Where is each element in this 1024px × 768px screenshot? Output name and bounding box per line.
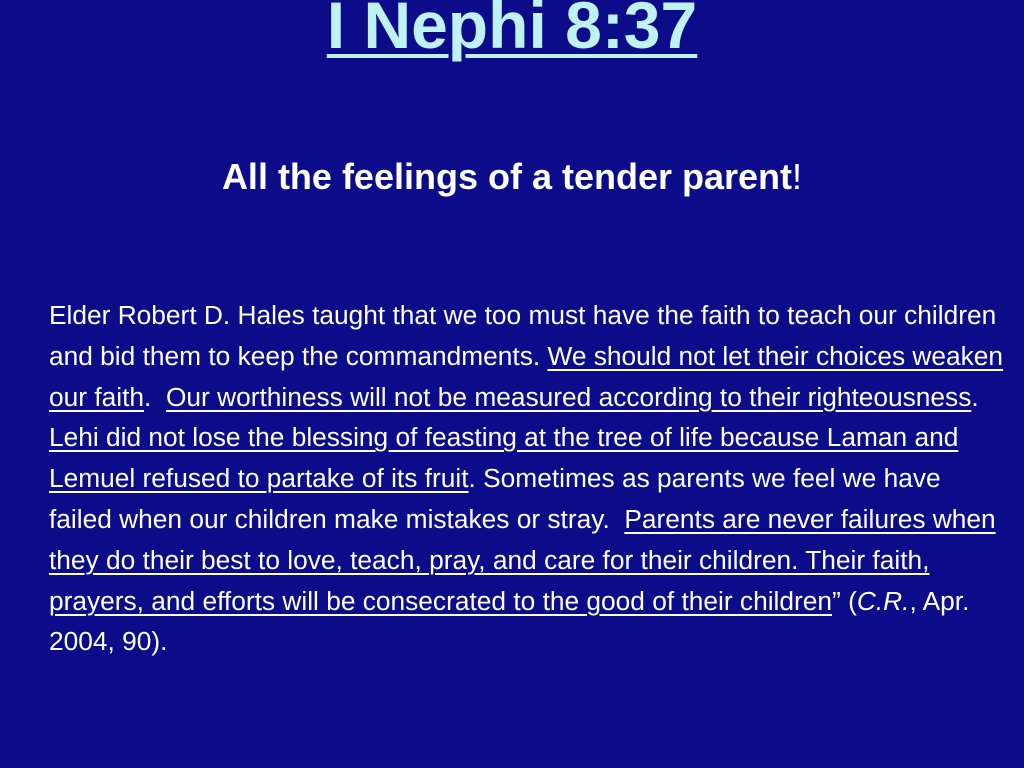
citation-title: C.R. [856, 585, 910, 616]
quote-separator-1: . [144, 381, 152, 412]
quote-underlined-2: Our worthiness will not be measured according to their righteousness [165, 381, 972, 412]
quote-underlined-1: We should not let their choices weaken our faith [49, 340, 1004, 412]
quote-close: ” ( [832, 585, 857, 616]
quote-intro: Elder Robert D. Hales taught that we too must have the faith to teach our children and bid them to keep the commandments. [49, 300, 997, 371]
quote-middle: . Sometimes as parents we feel we have failed when our children make mistakes or stray. [49, 463, 941, 534]
quote-underlined-3: Lehi did not lose the blessing of feasting at the tree of life because Laman and Lemuel refused to partake of its fruit [49, 422, 959, 494]
slide-subtitle [0, 155, 1024, 198]
subtitle-text: All the feelings of a tender parent [221, 156, 793, 197]
quote-separator-2: . [971, 381, 979, 412]
slide-title: I Nephi 8:37 [326, 0, 698, 62]
quote-paragraph [49, 295, 1007, 662]
quote-underlined-4: Parents are never failures when they do their best to love, teach, pray, and care for their children. Their faith, prayers, and efforts will be consecrated to the good of their children [49, 503, 996, 616]
citation-details: , Apr. 2004, 90). [49, 585, 970, 657]
subtitle-exclamation: ! [792, 156, 803, 197]
